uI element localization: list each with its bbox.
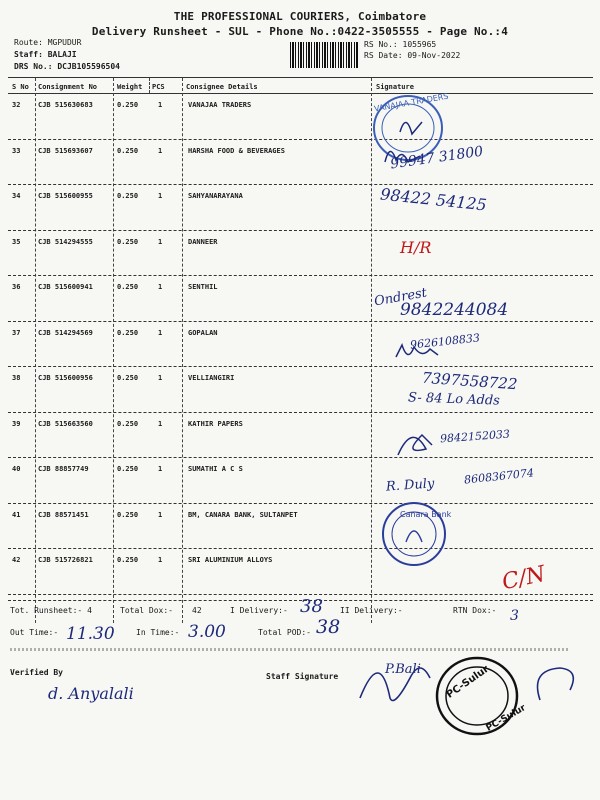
hand-r35-note: H/R (400, 238, 432, 257)
row-separator (8, 548, 593, 549)
printed-line (10, 648, 570, 651)
rtn-dox-value: 3 (510, 608, 519, 624)
signature-r37 (392, 337, 452, 367)
row-separator (8, 366, 593, 367)
hand-r33-number: 99947 31800 (389, 143, 485, 173)
i-delivery-label: I Delivery:- (230, 606, 288, 615)
row-consignment-no: CJB 515600955 (38, 192, 93, 200)
staff-signature-scribble (350, 648, 450, 718)
row-weight: 0.250 (117, 146, 139, 155)
rtn-dox-label: RTN Dox:- (453, 606, 497, 615)
row-sno: 34 (12, 192, 21, 200)
row-weight: 0.250 (117, 283, 139, 291)
row-consignee: SAHYANARAYANA (188, 192, 243, 200)
row-sno: 32 (12, 101, 21, 109)
canara-stamp (380, 498, 450, 570)
row-consignee: VANAJAA TRADERS (188, 101, 252, 109)
hand-r36-name: Ondrest (373, 285, 429, 310)
row-weight: 0.250 (117, 237, 139, 246)
row-pcs: 1 (158, 146, 163, 155)
row-pcs: 1 (158, 374, 163, 382)
col-consignment: Consignment No (38, 83, 98, 91)
row-separator (8, 412, 593, 413)
row-pcs: 1 (158, 556, 163, 564)
row-consignee: VELLIANGIRI (188, 374, 235, 382)
row-sno: 41 (12, 510, 21, 519)
barcode (290, 42, 358, 68)
row-sno: 39 (12, 419, 21, 428)
i-delivery-handwritten: 38 (300, 596, 323, 617)
total-dox-value: 42 (192, 606, 202, 615)
hand-r40-number: 8608367074 (463, 466, 535, 487)
row-pcs: 1 (158, 510, 163, 519)
staff-signature-text: P.Bali (385, 662, 421, 677)
out-time-label: Out Time:- (10, 628, 59, 637)
row-separator (8, 139, 593, 140)
row-pcs: 1 (158, 328, 163, 337)
row-consignment-no: CJB 515600941 (38, 283, 93, 291)
out-time-value: 11.30 (66, 624, 115, 644)
row-weight: 0.250 (117, 328, 139, 337)
route-label: Route: MGPUDUR (14, 38, 82, 47)
hand-r39-number: 9842152033 (439, 427, 511, 446)
hand-r42-note: C/N (499, 561, 548, 596)
row-consignment-no: CJB 515726821 (38, 556, 93, 564)
row-pcs: 1 (158, 419, 163, 428)
row-pcs: 1 (158, 101, 163, 109)
signature-r39 (392, 425, 442, 465)
canara-stamp-text: Canara Bank (400, 510, 452, 519)
hand-r36-number: 9842244084 (400, 300, 509, 320)
row-sno: 37 (12, 328, 21, 337)
extra-scribble (530, 660, 590, 710)
row-sno: 40 (12, 465, 21, 473)
row-weight: 0.250 (117, 465, 139, 473)
row-consignment-no: CJB 515600956 (38, 374, 93, 382)
rs-number: RS No.: 1055965 (364, 40, 437, 49)
row-consignee: SENTHIL (188, 283, 218, 291)
total-dox-label: Total Dox:- (120, 606, 173, 615)
ii-delivery-label: II Delivery:- (340, 606, 403, 615)
row-weight: 0.250 (117, 101, 139, 109)
row-separator (8, 275, 593, 276)
row-sno: 42 (12, 556, 21, 564)
row-separator (8, 457, 593, 458)
hand-r38-note: S- 84 Lo Adds (407, 390, 501, 409)
vanajaa-stamp-text: VANAJAA TRADERS (373, 91, 450, 114)
row-separator (8, 184, 593, 185)
row-pcs: 1 (158, 237, 163, 246)
signature-r33 (380, 140, 440, 170)
pc-sulur-text: PC-Sulur (444, 663, 492, 701)
row-consignee: HARSHA FOOD & BEVERAGES (188, 146, 285, 155)
runsheet-title: Delivery Runsheet - SUL - Phone No.:0422-3505555 - Page No.:4 (91, 25, 509, 38)
row-sno: 33 (12, 146, 21, 155)
row-consignee: SUMATHI A C S (188, 465, 243, 473)
in-time-value: 3.00 (188, 622, 226, 642)
row-pcs: 1 (158, 192, 163, 200)
row-consignee: GOPALAN (188, 328, 218, 337)
row-consignment-no: CJB 515693607 (38, 146, 93, 155)
staff-label: Staff: BALAJI (14, 50, 77, 59)
pc-sulur-text-2: PC-Sulur (484, 703, 528, 734)
row-weight: 0.250 (117, 556, 139, 564)
hand-r37-number: 9626108833 (409, 331, 481, 352)
row-consignee: BM, CANARA BANK, SULTANPET (188, 510, 298, 519)
in-time-label: In Time:- (136, 628, 180, 637)
row-consignment-no: CJB 514294555 (38, 237, 93, 246)
hand-r40-name: R. Duly (385, 476, 435, 495)
verified-by-label: Verified By (10, 668, 63, 677)
row-consignee: DANNEER (188, 237, 218, 246)
hand-r34-number: 98422 54125 (379, 184, 488, 215)
total-pod-label: Total POD:- (258, 628, 311, 637)
row-weight: 0.250 (117, 192, 139, 200)
row-consignment-no: CJB 88857749 (38, 465, 89, 473)
row-consignment-no: CJB 514294569 (38, 328, 93, 337)
col-pcs: PCS (152, 83, 165, 91)
row-separator (8, 230, 593, 231)
company-title: THE PROFESSIONAL COURIERS, Coimbatore (173, 10, 427, 23)
row-separator (8, 503, 593, 504)
row-separator (8, 321, 593, 322)
row-consignee: SRI ALUMINIUM ALLOYS (188, 556, 273, 564)
row-consignee: KATHIR PAPERS (188, 419, 243, 428)
col-sno: S No (12, 83, 29, 91)
row-weight: 0.250 (117, 374, 139, 382)
row-sno: 36 (12, 283, 21, 291)
rs-date: RS Date: 09-Nov-2022 (364, 51, 461, 60)
row-pcs: 1 (158, 465, 163, 473)
row-pcs: 1 (158, 283, 163, 291)
verified-signature: d. Anyalali (48, 684, 134, 703)
staff-signature-label: Staff Signature (266, 672, 339, 681)
row-sno: 38 (12, 374, 21, 382)
row-weight: 0.250 (117, 510, 139, 519)
row-weight: 0.250 (117, 419, 139, 428)
total-pod-value: 38 (316, 616, 341, 638)
row-consignment-no: CJB 515663560 (38, 419, 93, 428)
row-consignment-no: CJB 88571451 (38, 510, 89, 519)
row-sno: 35 (12, 237, 21, 246)
row-consignment-no: CJB 515630683 (38, 101, 93, 109)
tot-runsheet: Tot. Runsheet:- 4 (10, 606, 92, 615)
col-signature: Signature (376, 83, 414, 91)
drs-number: DRS No.: DCJB105596504 (14, 62, 120, 71)
col-weight: Weight (117, 83, 143, 91)
col-consignee: Consignee Details (186, 83, 258, 91)
hand-r38-number: 7397558722 (421, 368, 518, 394)
